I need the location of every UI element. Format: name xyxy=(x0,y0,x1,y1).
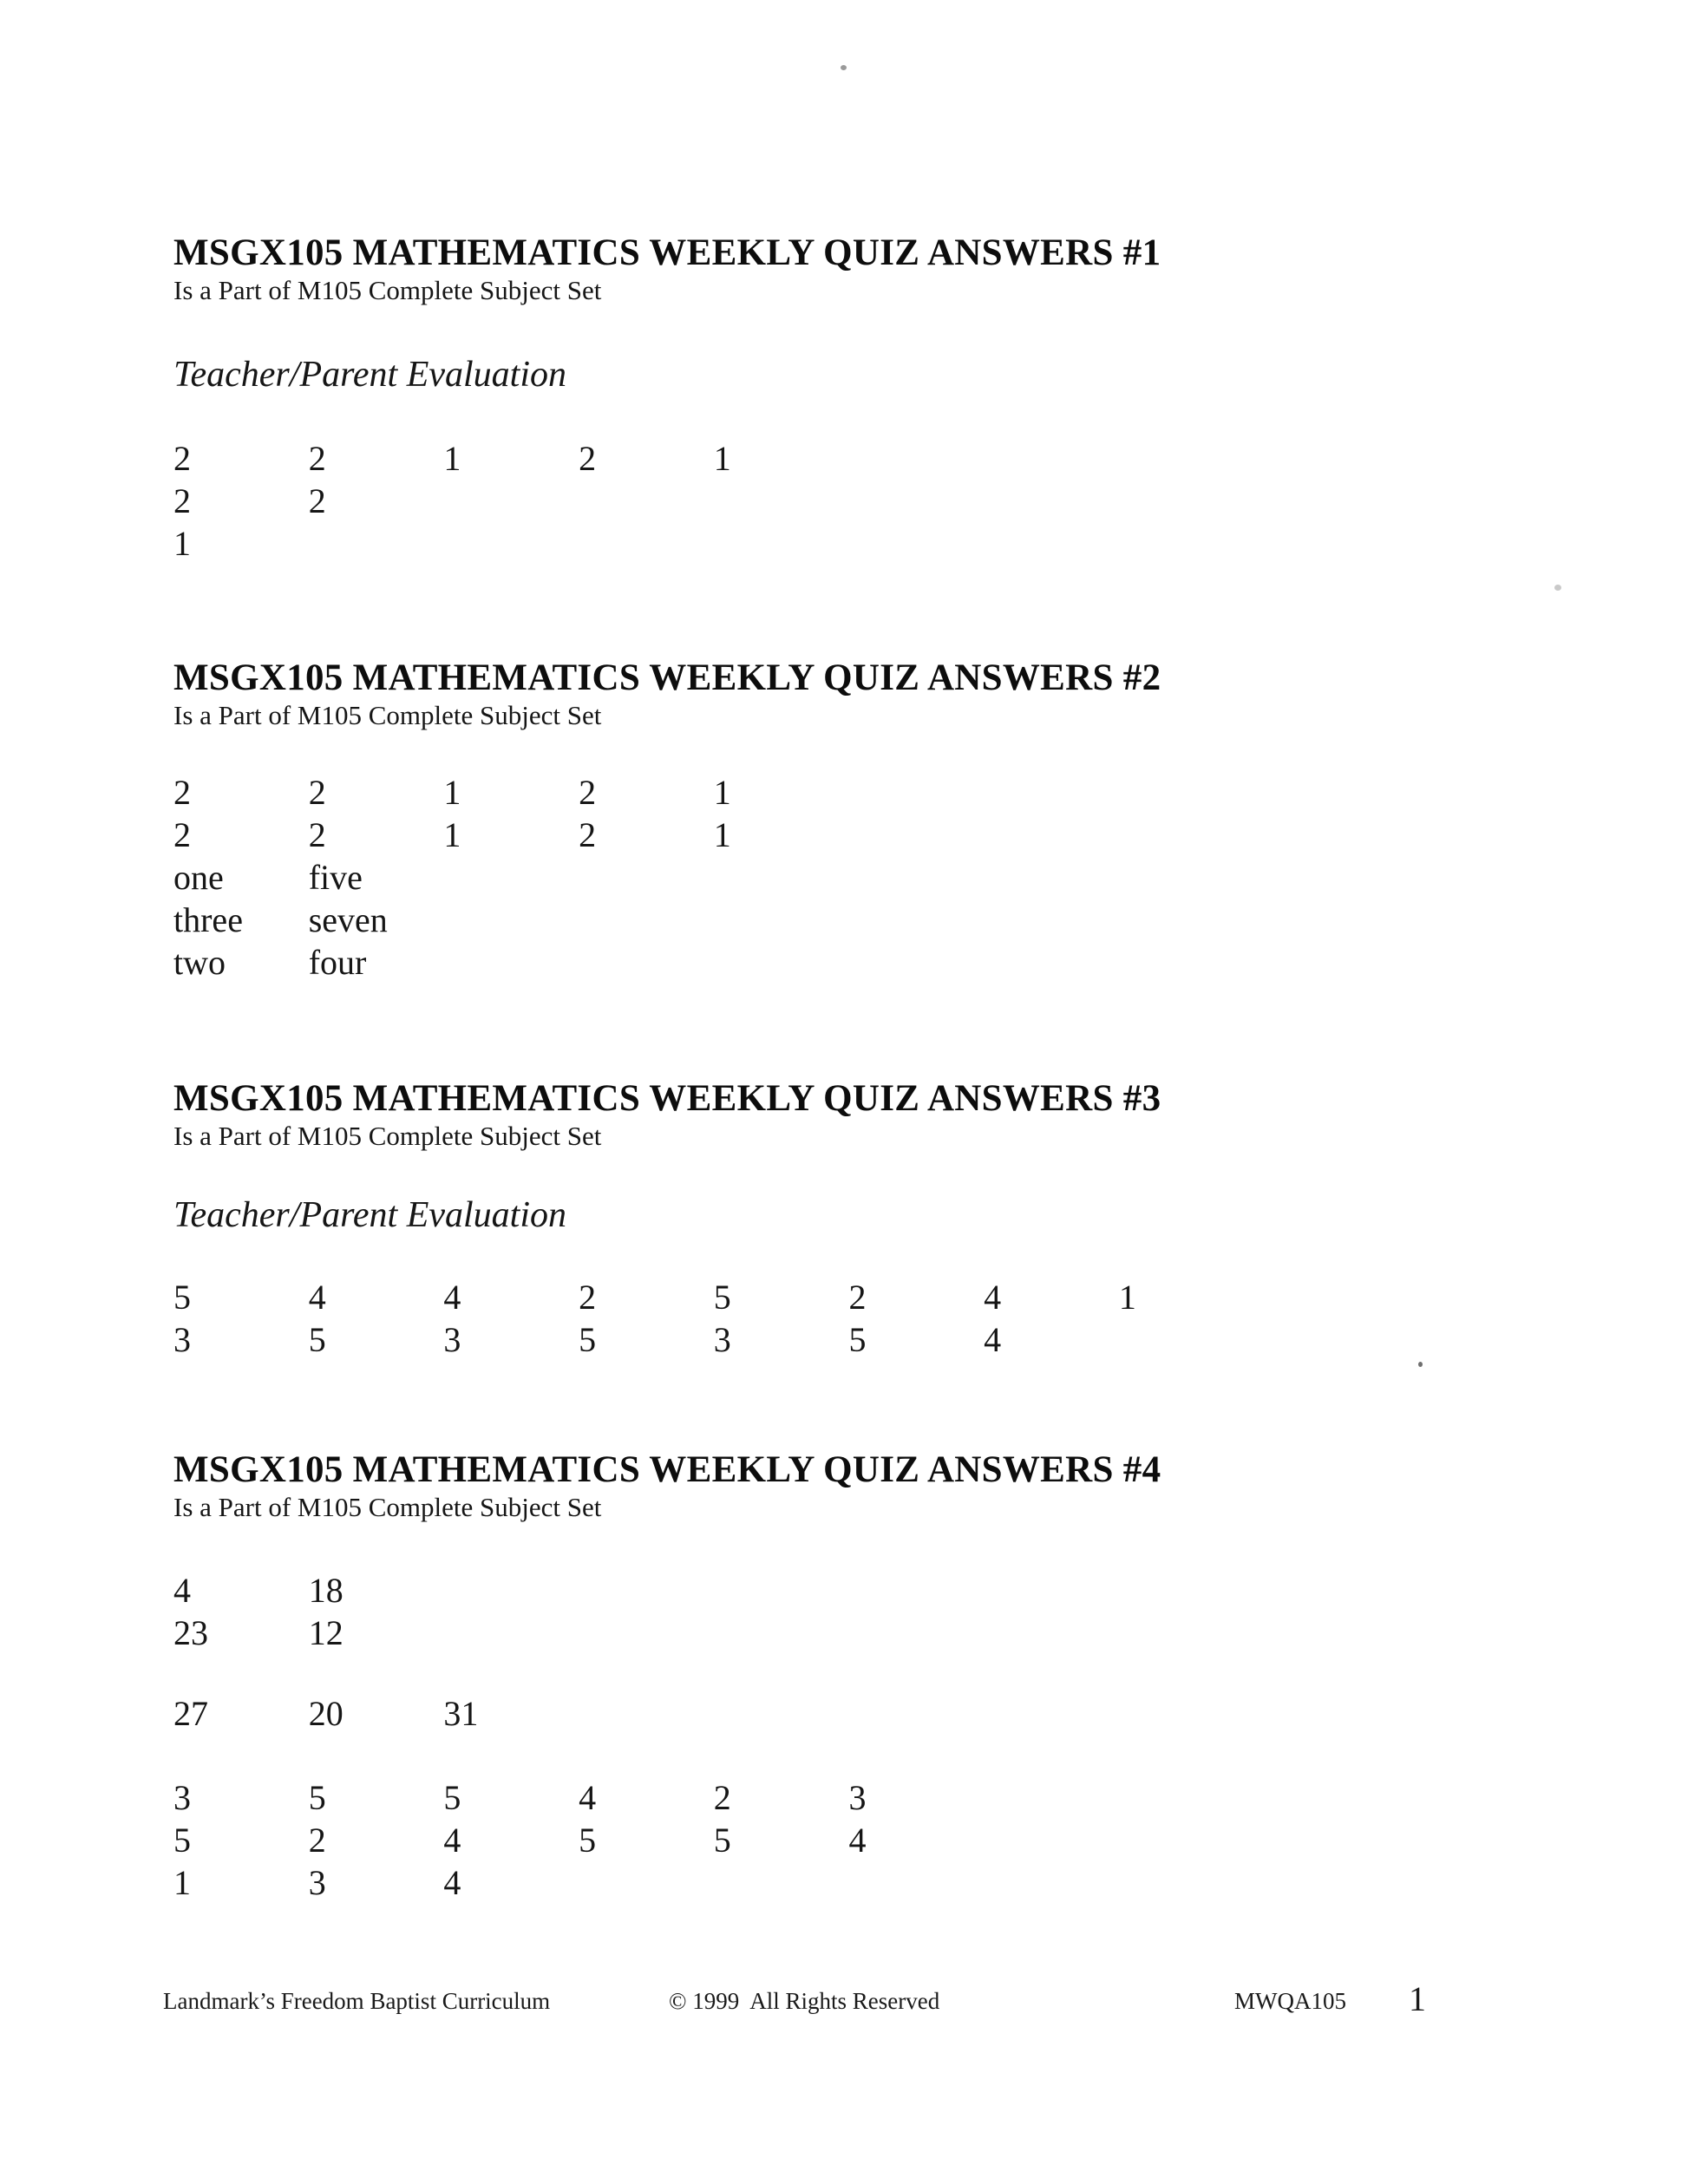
answer-cell: 2 xyxy=(579,1278,597,1318)
answer-block xyxy=(173,1569,1161,1654)
answer-row xyxy=(173,899,1161,941)
quiz-section-2 xyxy=(173,657,1161,984)
answer-row xyxy=(173,856,1161,899)
answer-cell: 2 xyxy=(173,481,191,521)
answer-cell: five xyxy=(308,857,363,897)
answer-cell: 3 xyxy=(713,1320,731,1360)
answer-row xyxy=(173,941,1161,984)
answer-cell: 2 xyxy=(308,1820,326,1860)
answer-block xyxy=(173,1692,1161,1735)
answer-cell: 5 xyxy=(308,1777,326,1817)
answer-cell: 4 xyxy=(848,1820,867,1860)
answer-cell: 2 xyxy=(579,814,597,854)
answer-cell: 3 xyxy=(848,1777,867,1817)
answer-cell: 1 xyxy=(443,439,461,479)
answers-grid xyxy=(173,1569,1161,1904)
answer-cell: 20 xyxy=(308,1693,343,1733)
answer-row xyxy=(173,814,1161,856)
answer-cell: 4 xyxy=(308,1278,326,1318)
answer-cell: 5 xyxy=(579,1320,597,1360)
answer-cell: 5 xyxy=(443,1777,461,1817)
answer-row xyxy=(173,1861,1161,1904)
answer-cell: 4 xyxy=(579,1777,597,1817)
answer-block xyxy=(173,1776,1161,1904)
answer-cell: 31 xyxy=(443,1693,479,1733)
answer-cell: 4 xyxy=(984,1278,1002,1318)
answer-cell: 2 xyxy=(173,439,191,479)
answer-row xyxy=(173,1819,1161,1861)
answer-cell: 1 xyxy=(713,439,731,479)
answer-block xyxy=(173,1276,1254,1361)
answer-cell: 1 xyxy=(173,1862,191,1902)
section-subtitle: Is a Part of M105 Complete Subject Set xyxy=(173,1121,602,1152)
answer-cell: 5 xyxy=(173,1278,191,1318)
answer-cell: 2 xyxy=(173,772,191,812)
answers-grid xyxy=(173,1276,1254,1361)
answer-cell: 5 xyxy=(713,1820,731,1860)
section-subtitle: Is a Part of M105 Complete Subject Set xyxy=(173,700,602,731)
answer-cell: 4 xyxy=(984,1320,1002,1360)
answers-grid xyxy=(173,437,1161,565)
answer-cell: 2 xyxy=(308,772,326,812)
scan-speck xyxy=(1554,585,1561,591)
scan-speck xyxy=(841,65,847,70)
answer-cell: 2 xyxy=(579,772,597,812)
answer-row xyxy=(173,771,1161,814)
scan-speck xyxy=(1418,1362,1423,1367)
answer-row xyxy=(173,1692,1161,1735)
section-title: MSGX105 MATHEMATICS WEEKLY QUIZ ANSWERS #3 xyxy=(173,1078,1161,1119)
answer-cell: 1 xyxy=(713,772,731,812)
answer-cell: 5 xyxy=(173,1820,191,1860)
quiz-section-4 xyxy=(173,1449,1161,1904)
answer-cell: 27 xyxy=(173,1693,208,1733)
section-title: MSGX105 MATHEMATICS WEEKLY QUIZ ANSWERS #4 xyxy=(173,1449,1161,1490)
answer-cell: 4 xyxy=(443,1278,461,1318)
answer-cell: 1 xyxy=(713,814,731,854)
answers-grid xyxy=(173,771,1161,984)
answer-cell: 3 xyxy=(173,1320,191,1360)
answer-cell: 2 xyxy=(579,439,597,479)
answer-row xyxy=(173,1276,1254,1318)
answer-cell: 1 xyxy=(443,772,461,812)
answer-cell: 1 xyxy=(173,524,191,564)
answer-row xyxy=(173,522,1161,565)
answer-cell: 4 xyxy=(443,1820,461,1860)
answer-cell: 2 xyxy=(308,481,326,521)
answer-cell: 3 xyxy=(443,1320,461,1360)
answer-block xyxy=(173,771,1161,984)
answer-row xyxy=(173,480,1161,522)
answer-cell: 1 xyxy=(1118,1278,1136,1318)
section-subtitle: Is a Part of M105 Complete Subject Set xyxy=(173,275,602,306)
footer-publisher: Landmark’s Freedom Baptist Curriculum xyxy=(163,1988,551,2014)
answer-cell: 5 xyxy=(848,1320,867,1360)
page-number: 1 xyxy=(1409,1979,1426,2018)
answer-cell: 3 xyxy=(308,1862,326,1902)
evaluation-label: Teacher/Parent Evaluation xyxy=(173,354,566,395)
section-subtitle: Is a Part of M105 Complete Subject Set xyxy=(173,1492,602,1523)
evaluation-label: Teacher/Parent Evaluation xyxy=(173,1194,566,1235)
answer-row xyxy=(173,1318,1254,1361)
answer-cell: 12 xyxy=(308,1612,343,1652)
answer-cell: 5 xyxy=(308,1320,326,1360)
answer-cell: 2 xyxy=(848,1278,867,1318)
answer-cell: 18 xyxy=(308,1570,343,1610)
answer-row xyxy=(173,437,1161,480)
answer-cell: one xyxy=(173,857,224,897)
answer-cell: 2 xyxy=(713,1777,731,1817)
footer-copyright: © 1999 All Rights Reserved xyxy=(669,1988,940,2014)
answer-row xyxy=(173,1569,1161,1612)
footer-document-code: MWQA105 xyxy=(1234,1988,1346,2014)
answer-cell: three xyxy=(173,899,243,939)
answer-cell: 5 xyxy=(713,1278,731,1318)
answer-cell: 2 xyxy=(308,439,326,479)
answer-cell: 2 xyxy=(308,814,326,854)
answer-cell: 5 xyxy=(579,1820,597,1860)
answer-cell: 4 xyxy=(173,1570,191,1610)
answer-cell: 2 xyxy=(173,814,191,854)
answer-cell: four xyxy=(308,942,367,982)
answer-cell: two xyxy=(173,942,226,982)
quiz-section-3 xyxy=(173,1078,1254,1361)
section-title: MSGX105 MATHEMATICS WEEKLY QUIZ ANSWERS #2 xyxy=(173,657,1161,698)
answer-cell: seven xyxy=(308,899,388,939)
answer-cell: 23 xyxy=(173,1612,208,1652)
quiz-section-1 xyxy=(173,232,1161,565)
answer-block xyxy=(173,437,1161,565)
answer-cell: 4 xyxy=(443,1862,461,1902)
section-title: MSGX105 MATHEMATICS WEEKLY QUIZ ANSWERS #1 xyxy=(173,232,1161,273)
answer-row xyxy=(173,1612,1161,1654)
answer-row xyxy=(173,1776,1161,1819)
answer-cell: 3 xyxy=(173,1777,191,1817)
answer-cell: 1 xyxy=(443,814,461,854)
